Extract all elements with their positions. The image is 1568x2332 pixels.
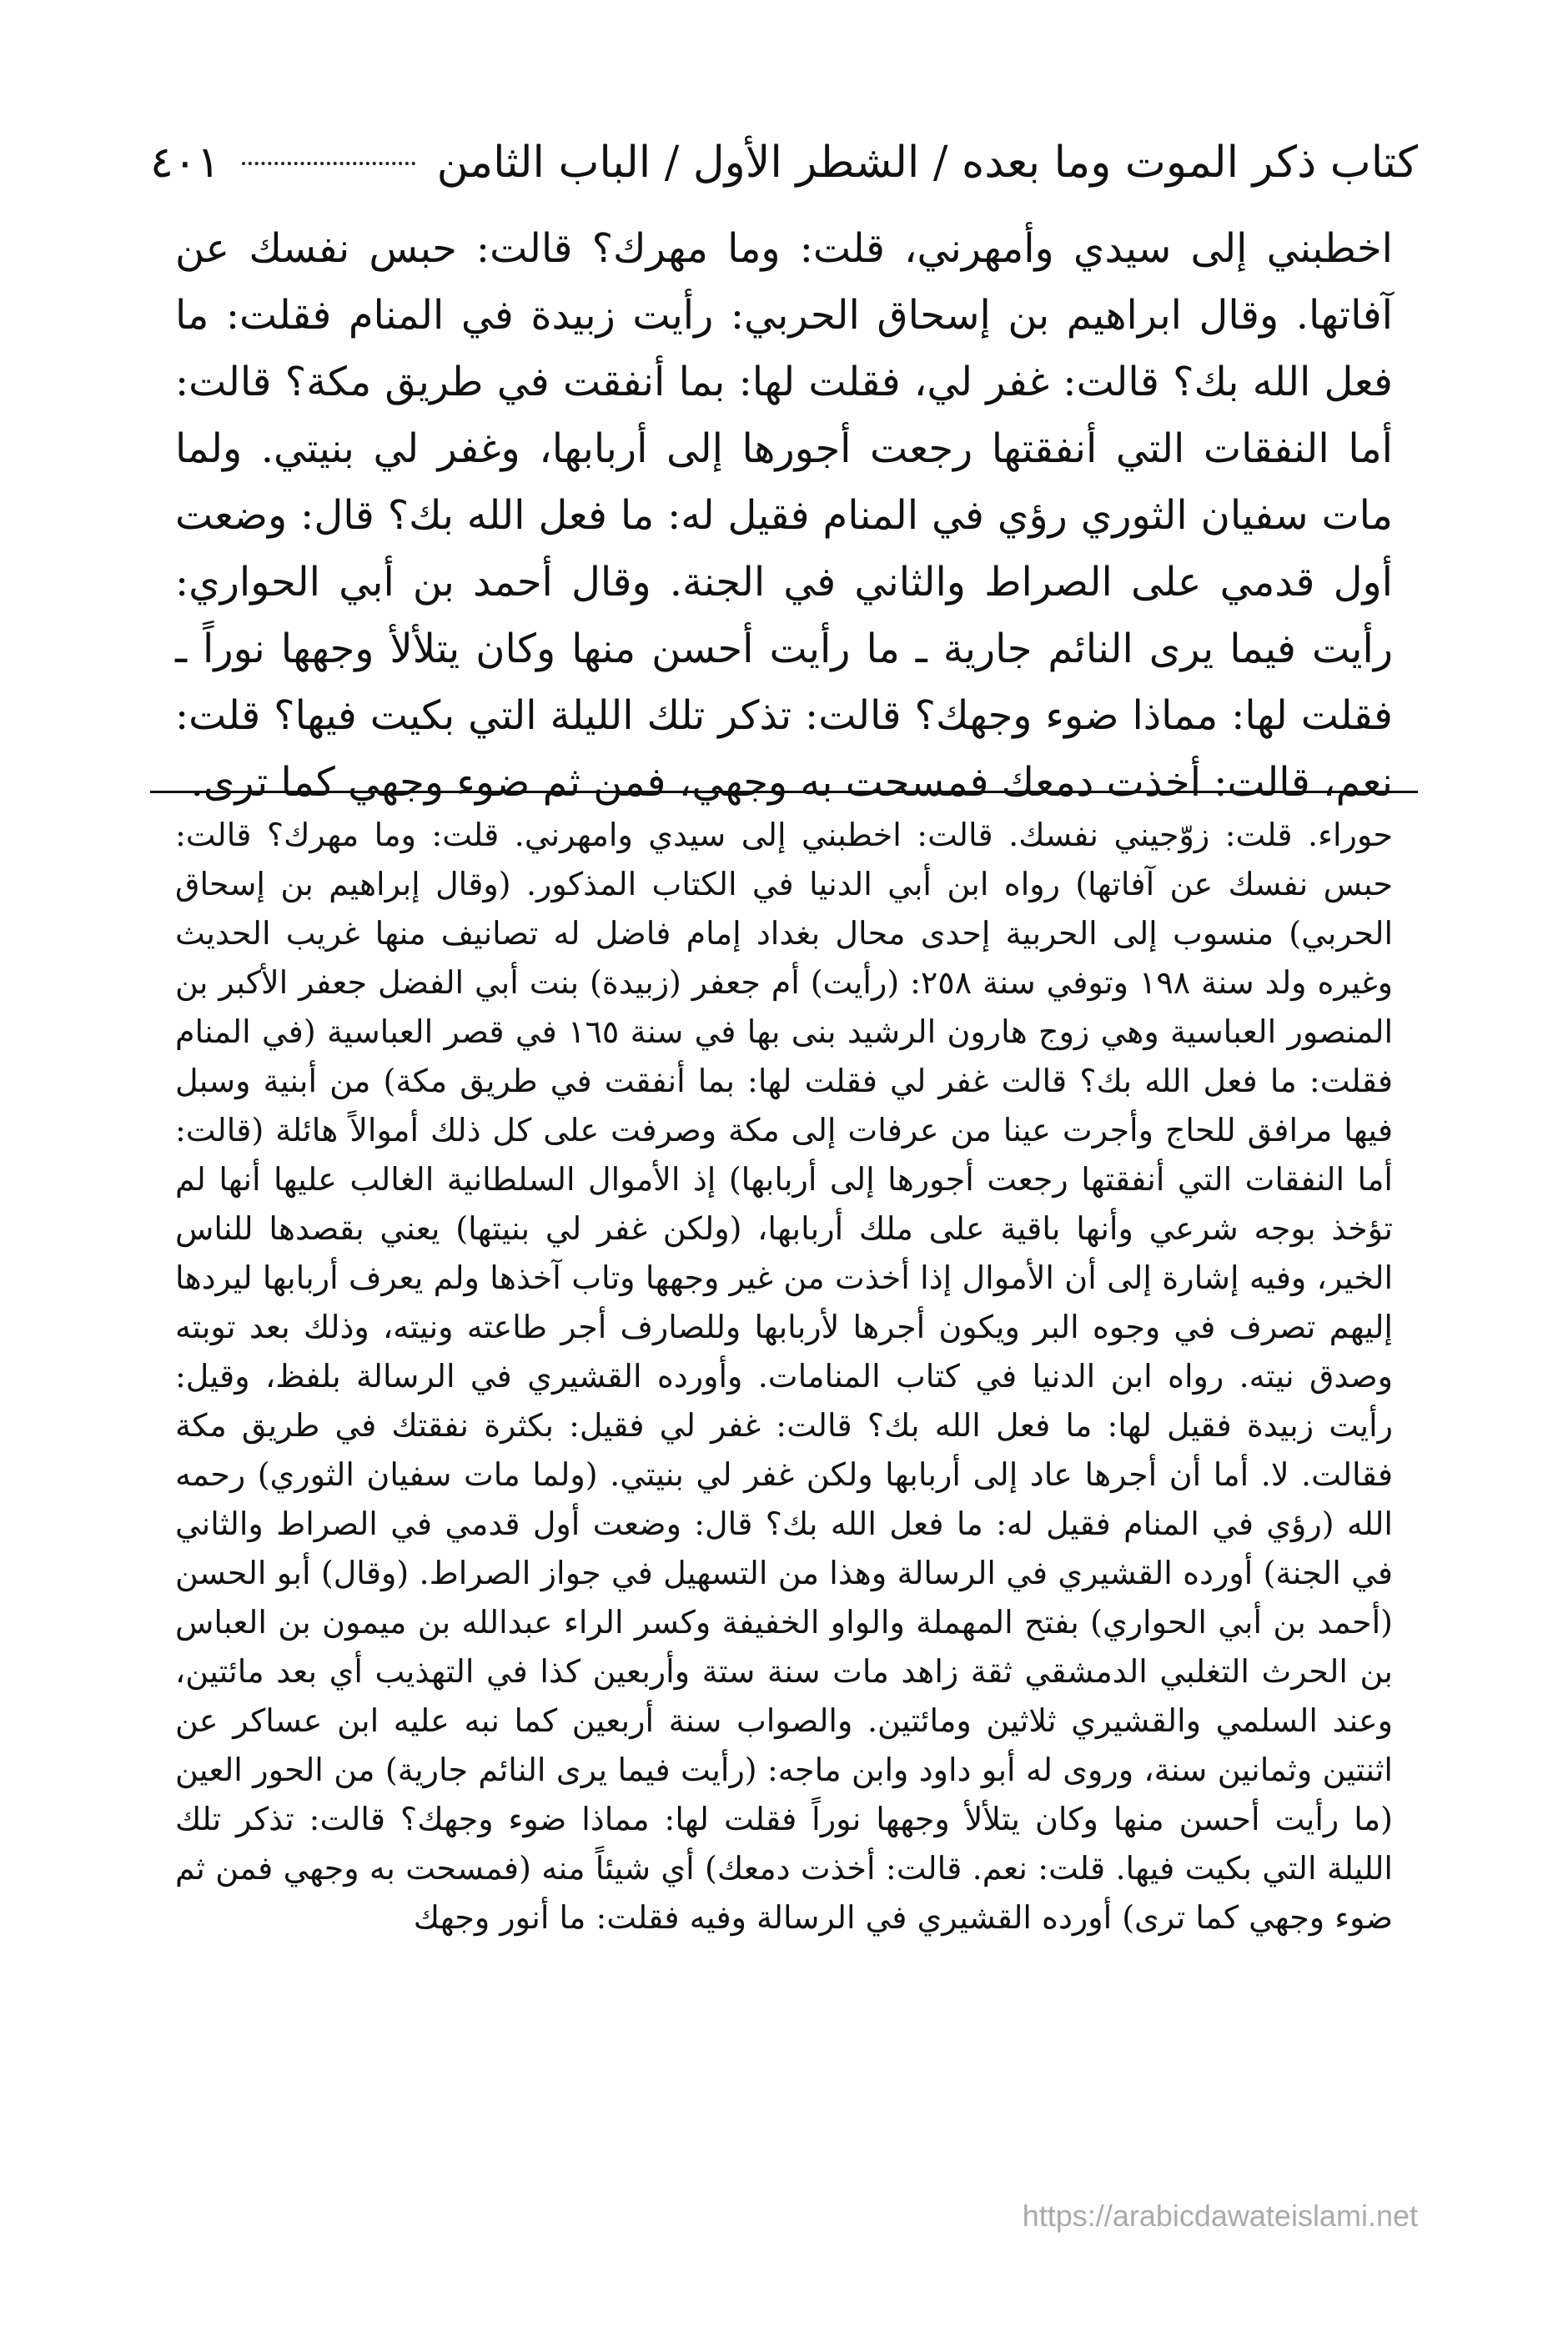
page-number: ٤٠١ bbox=[150, 138, 220, 188]
commentary-text bbox=[175, 811, 1393, 1942]
watermark-url: https://arabicdawateislami.net bbox=[1022, 2199, 1418, 2233]
page-header bbox=[150, 125, 1418, 200]
main-paragraph: اخطبني إلى سيدي وأمهرني، قلت: وما مهرك؟ قالت: حبس نفسك عن آفاتها. وقال ابراهيم بن إسحاق الحربي: رأيت زبيدة في المنام فقلت: ما فعل الله بك؟ قالت: غفر لي، فقلت لها: بما أنفقت في طريق مكة؟ قالت: أما النفقات التي أنفقتها رجعت أجورها إلى أربابها، وغفر لي بنيتي. ولما مات سفيان الثوري رؤي في المنام فقيل له: ما فعل الله بك؟ قال: وضعت أول قدمي على الصراط والثاني في الجنة. وقال أحمد بن أبي الحواري: رأيت فيما يرى النائم جارية ـ ما رأيت أحسن منها وكان يتلألأ وجهها نوراً ـ فقلت لها: مماذا ضوء وجهك؟ قالت: تذكر تلك الليلة التي بكيت فيها؟ قلت: نعم، قالت: أخذت دمعك فمسحت به وجهي، فمن ثم ضوء وجهي كما ترى. bbox=[175, 225, 1394, 806]
running-title: كتاب ذكر الموت وما بعده / الشطر الأول / الباب الثامن bbox=[436, 138, 1418, 188]
main-text bbox=[175, 215, 1393, 816]
commentary-paragraph: حوراء. قلت: زوّجيني نفسك. قالت: اخطبني إلى سيدي وامهرني. قلت: وما مهرك؟ قالت: حبس نفسك عن آفاتها) رواه ابن أبي الدنيا في الكتاب المذكور. (وقال إبراهيم بن إسحاق الحربي) منسوب إلى الحربية إحدى محال بغداد إمام فاضل له تصانيف منها غريب الحديث وغيره ولد سنة ١٩٨ وتوفي سنة ٢٥٨: (رأيت) أم جعفر (زبيدة) بنت أبي الفضل جعفر الأكبر بن المنصور العباسية وهي زوج هارون الرشيد بنى بها في سنة ١٦٥ في قصر العباسية (في المنام فقلت: ما فعل الله بك؟ قالت غفر لي فقلت لها: بما أنفقت في طريق مكة) من أبنية وسبل فيها مرافق للحاج وأجرت عينا من عرفات إلى مكة وصرفت على كل ذلك أموالاً هائلة (قالت: أما النفقات التي أنفقتها رجعت أجورها إلى أربابها) إذ الأموال السلطانية الغالب عليها أنها لم تؤخذ بوجه شرعي وأنها باقية على ملك أربابها، (ولكن غفر لي بنيتها) يعني بقصدها للناس الخير، وفيه إشارة إلى أن الأموال إذا أخذت من غير وجهها وتاب آخذها ولم يعرف أربابها ليردها إليهم تصرف في وجوه البر ويكون أجرها لأربابها وللصارف أجر طاعته ونيته، وذلك بعد توبته وصدق نيته. رواه ابن الدنيا في كتاب المنامات. وأورده القشيري في الرسالة بلفظ، وقيل: رأيت زبيدة فقيل لها: ما فعل الله بك؟ قالت: غفر لي فقيل: بكثرة نفقتك في طريق مكة فقالت. لا. أما أن أجرها عاد إلى أربابها ولكن غفر لي بنيتي. (ولما مات سفيان الثوري) رحمه الله (رؤي في المنام فقيل له: ما فعل الله بك؟ قال: وضعت أول قدمي في الصراط والثاني في الجنة) أورده القشيري في الرسالة وهذا من التسهيل في جواز الصراط. (وقال) أبو الحسن (أحمد بن أبي الحواري) بفتح المهملة والواو الخفيفة وكسر الراء عبدالله بن ميمون بن العباس بن الحرث التغلبي الدمشقي ثقة زاهد مات سنة ستة وأربعين كذا في التهذيب أي بعد مائتين، وعند السلمي والقشيري ثلاثين ومائتين. والصواب سنة أربعين كما نبه عليه ابن عساكر عن اثنتين وثمانين سنة، وروى له أبو داود وابن ماجه: (رأيت فيما يرى النائم جارية) من الحور العين (ما رأيت أحسن منها وكان يتلألأ وجهها نوراً فقلت لها: مماذا ضوء وجهك؟ قالت: تذكر تلك الليلة التي بكيت فيها. قلت: نعم. قالت: أخذت دمعك) أي شيئاً منه (فمسحت به وجهي فمن ثم ضوء وجهي كما ترى) أورده القشيري في الرسالة وفيه فقلت: ما أنور وجهك bbox=[175, 817, 1394, 1936]
leader-dots bbox=[242, 161, 415, 165]
separator-rule bbox=[150, 791, 1418, 793]
